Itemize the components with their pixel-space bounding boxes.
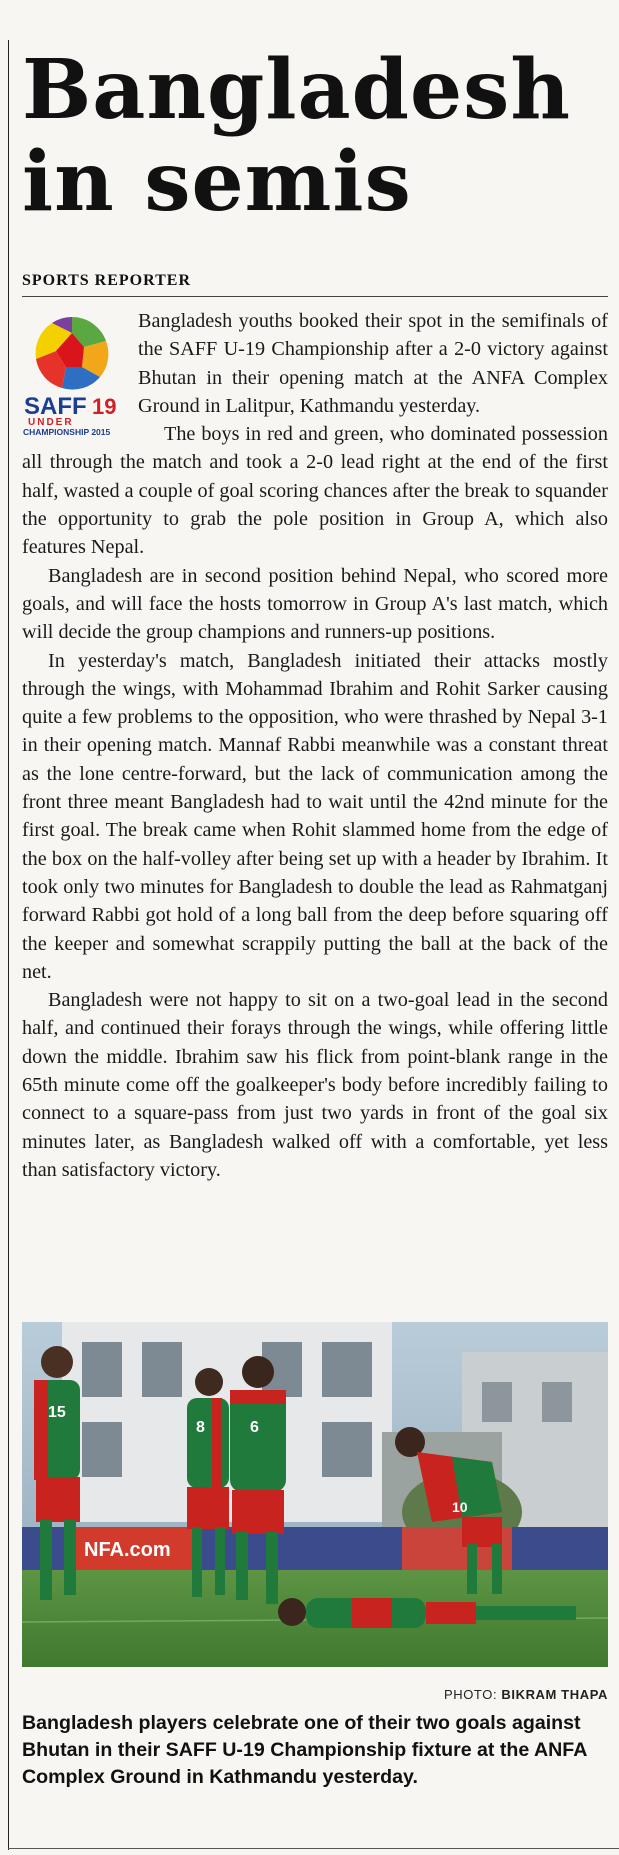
jersey-number-6: 6 (250, 1419, 259, 1436)
jersey-number-10: 10 (452, 1499, 468, 1515)
headline (22, 44, 608, 228)
paragraph: Bangladesh were not happy to sit on a two-goal lead in the second half, and continued their forays through the wings, while offering little down the middle. Ibrahim saw his flick from point-blank range in the 65th minute come off the goalkeeper's body before incredibly failing to connect to a square-pass from just two yards in front of the goal six minutes later, as Bangladesh walked off with a comfortable, yet less than satisfactory victory. (22, 989, 608, 1181)
headline-line-1: Bangladesh (22, 42, 571, 138)
column-rule-left (8, 40, 9, 1850)
page-rule-bottom (8, 1848, 619, 1849)
jersey-number-15: 15 (48, 1404, 66, 1421)
match-photo-illustration (22, 1322, 608, 1667)
headline-line-2: in semis (22, 134, 412, 230)
logo-number-text: 19 (92, 394, 117, 419)
logo-under-text: UNDER (28, 417, 74, 428)
byline: SPORTS REPORTER (22, 272, 192, 289)
advertising-board-text: NFA.com (84, 1539, 171, 1561)
logo-saff-text: SAFF (24, 393, 87, 420)
logo-championship-text: CHAMPIONSHIP 2015 (23, 427, 111, 437)
photo-credit (444, 1687, 608, 1702)
paragraph: In yesterday's match, Bangladesh initiated their attacks mostly through the wings, with Mohammad Ibrahim and Rohit Sarker causing quite a few problems to the opposition, who were thrashed by Nepal 3-1 in their opening match. Mannaf Rabbi meanwhile was a constant threat as the lone centre-forward, but the lack of communication among the front three meant Bangladesh had to wait until the 42nd minute for the first goal. The break came when Rohit slammed home from the edge of the box on the half-volley after being set up with a header by Ibrahim. It took only two minutes for Bangladesh to double the lead as Rahmatganj forward Rabbi got hold of a long ball from the deep before squaring off the keeper and somewhat scrappily putting the ball at the back of the net. (22, 649, 608, 983)
photo-caption: Bangladesh players celebrate one of their two goals against Bhutan in their SAFF U-19 Championship fixture at the ANFA Complex Ground in Kathmandu yesterday. (22, 1712, 587, 1788)
paragraph: Bangladesh are in second position behind Nepal, who scored more goals, and will face the hosts tomorrow in Group A's last match, which will decide the group champions and runners-up positions. (22, 564, 608, 644)
match-photo (22, 1322, 608, 1667)
saff-u19-logo (22, 311, 126, 437)
jersey-number-8: 8 (196, 1419, 205, 1436)
paragraph: The boys in red and green, who dominated possession all through the match and took a 2-0 lead right at the end of the first half, wasted a couple of goal scoring chances after the break to squander the opportunity to grab the pole position in Group A, which also features Nepal. (22, 423, 608, 559)
photo-credit-label: PHOTO: (443, 1687, 498, 1702)
paragraph: Bangladesh youths booked their spot in the semifinals of the SAFF U-19 Championship after a 2-0 victory against Bhutan in their opening match at the ANFA Complex Ground in Lalitpur, Kathmandu yesterday. (138, 310, 608, 417)
article-body (22, 307, 608, 1184)
byline-rule (22, 296, 608, 297)
photo-credit-name: BIKRAM THAPA (501, 1687, 608, 1702)
article (22, 0, 608, 1788)
